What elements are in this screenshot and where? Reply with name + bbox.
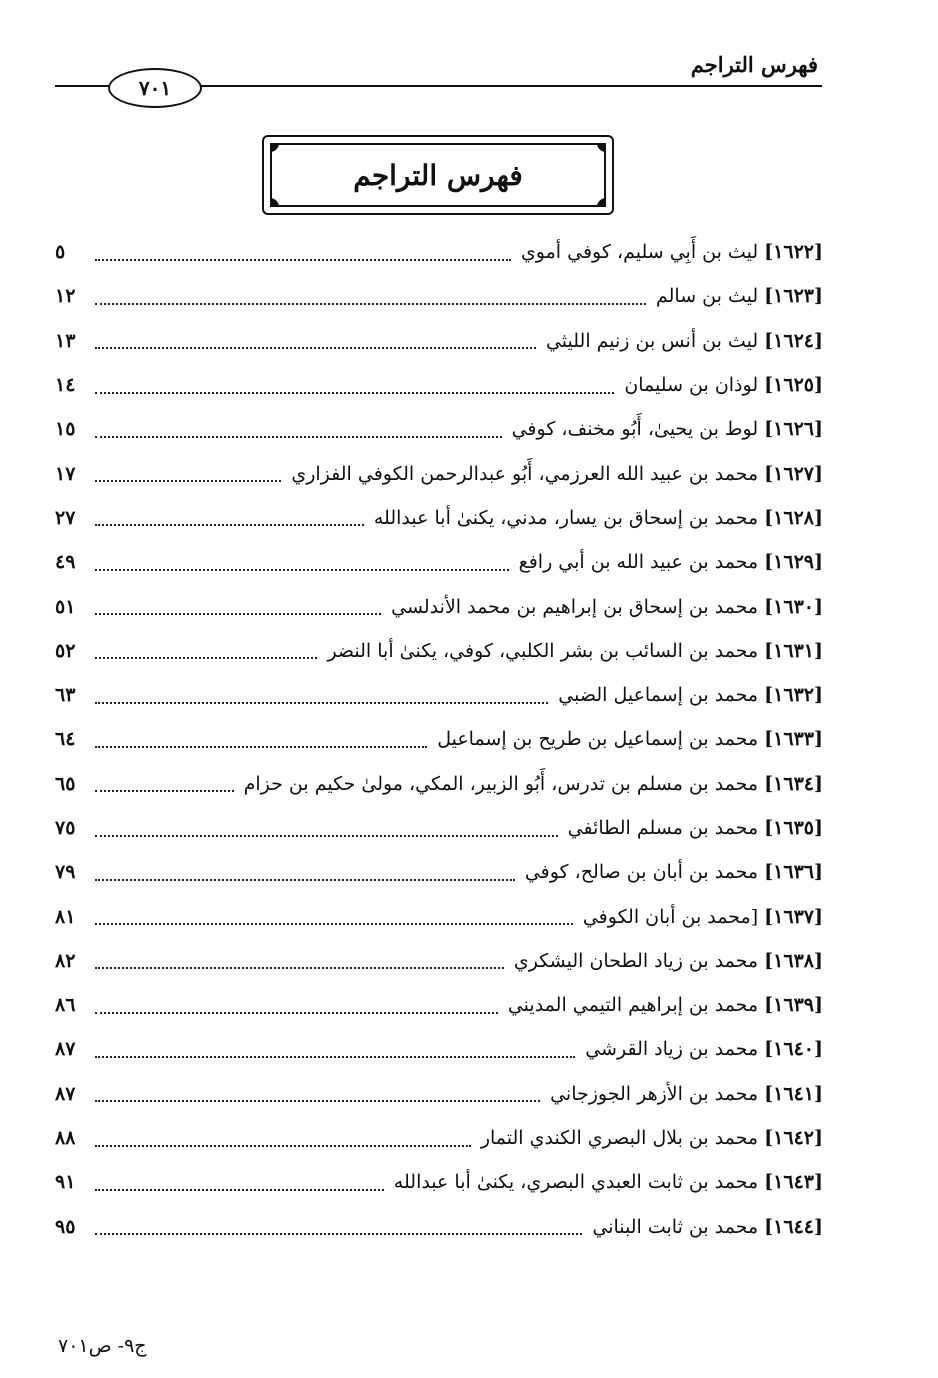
entry-name: محمد بن إبراهيم التيمي المديني xyxy=(507,994,759,1017)
entry-page-number: ٥١ xyxy=(55,595,76,618)
entry-name: محمد بن عبيد الله العرزمي، أَبُو عبدالرحمن الكوفي الفزاري xyxy=(291,462,759,485)
entry-text xyxy=(508,994,823,1016)
entry-page-number: ٩٥ xyxy=(55,1215,76,1238)
dot-leader xyxy=(95,391,614,394)
entry-text xyxy=(546,330,823,352)
dot-leader xyxy=(95,1011,498,1014)
entry-number: [١٦٢٤] xyxy=(764,329,823,352)
entry-name: محمد بن إسحاق بن يسار، مدني، يكنىٰ أبا عبدالله xyxy=(373,506,759,529)
entry-page-number: ٨٧ xyxy=(55,1082,76,1105)
entry-page-number: ٢٧ xyxy=(55,506,76,529)
entry-number: [١٦٢٧] xyxy=(764,462,823,485)
entry-name: محمد بن إسماعيل الضبي xyxy=(558,684,759,707)
dot-leader xyxy=(95,1188,384,1191)
index-entry xyxy=(55,717,823,761)
entry-page-number: ١٧ xyxy=(55,462,76,485)
entry-page-number: ١٢ xyxy=(55,285,76,308)
entry-name: محمد بن زياد الطحان اليشكري xyxy=(513,949,759,972)
entry-text xyxy=(550,1083,823,1105)
dot-leader xyxy=(95,1144,471,1147)
corner-ornament xyxy=(597,143,606,152)
entry-number: [١٦٣٤] xyxy=(764,772,823,795)
entry-name: محمد بن إسماعيل بن طريح بن إسماعيل xyxy=(437,728,759,751)
entry-page-number: ٤٩ xyxy=(55,551,76,574)
entry-text xyxy=(521,241,823,263)
index-entry xyxy=(55,983,823,1027)
index-entry xyxy=(55,629,823,673)
index-entry xyxy=(55,407,823,451)
dot-leader xyxy=(95,1055,575,1058)
entry-page-number: ٧٩ xyxy=(55,861,76,884)
corner-ornament xyxy=(597,198,606,207)
dot-leader xyxy=(95,1099,540,1102)
index-entry xyxy=(55,894,823,938)
corner-ornament xyxy=(270,198,279,207)
entry-text xyxy=(519,551,823,573)
entry-text xyxy=(244,773,823,795)
entry-number: [١٦٣٨] xyxy=(764,949,823,972)
entry-name: ليث بن أنس بن زنيم الليثي xyxy=(545,329,759,352)
entry-page-number: ٦٥ xyxy=(55,772,76,795)
entry-page-number: ٦٤ xyxy=(55,728,76,751)
entry-number: [١٦٢٩] xyxy=(764,551,823,574)
index-entry xyxy=(55,1116,823,1160)
entry-name: محمد بن ثابت العبدي البصري، يكنىٰ أبا عبدالله xyxy=(393,1171,759,1194)
entry-number: [١٦٤٢] xyxy=(764,1127,823,1150)
entry-name: محمد بن الأزهر الجوزجاني xyxy=(550,1082,759,1105)
entry-page-number: ٨٦ xyxy=(55,994,76,1017)
dot-leader xyxy=(95,656,317,659)
entry-name: [محمد بن أبان الكوفي xyxy=(582,905,759,928)
entry-page-number: ٩١ xyxy=(55,1171,76,1194)
dot-leader xyxy=(95,701,548,704)
entry-text xyxy=(656,285,823,307)
index-entry xyxy=(55,1072,823,1116)
entry-page-number: ٦٣ xyxy=(55,684,76,707)
entry-number: [١٦٣٣] xyxy=(764,728,823,751)
entry-page-number: ٨١ xyxy=(55,905,76,928)
index-entry xyxy=(55,319,823,363)
index-entry xyxy=(55,806,823,850)
index-entry xyxy=(55,274,823,318)
entry-number: [١٦٢٥] xyxy=(764,374,823,397)
entry-text xyxy=(592,1216,823,1238)
dot-leader xyxy=(95,302,646,305)
page-number: ٧٠١ xyxy=(108,68,202,108)
dot-leader xyxy=(95,568,509,571)
entry-text xyxy=(583,906,823,928)
entry-name: محمد بن إسحاق بن إبراهيم بن محمد الأندلسي xyxy=(391,595,759,618)
entry-name: محمد بن عبيد الله بن أبي رافع xyxy=(518,551,759,574)
entry-page-number: ١٥ xyxy=(55,418,76,441)
dot-leader xyxy=(95,789,234,792)
index-entry xyxy=(55,230,823,274)
entry-page-number: ١٣ xyxy=(55,329,76,352)
entry-text xyxy=(391,596,823,618)
entry-name: محمد بن ثابت البناني xyxy=(592,1215,759,1238)
entry-text xyxy=(374,507,823,529)
entry-text xyxy=(394,1171,823,1193)
page-title: فهرس التراجم xyxy=(353,158,523,192)
index-entry xyxy=(55,584,823,628)
index-entry xyxy=(55,363,823,407)
dot-leader xyxy=(95,435,502,438)
dot-leader xyxy=(95,745,427,748)
entry-name: محمد بن مسلم بن تدرس، أَبُو الزبير، المكي، مولىٰ حكيم بن حزام xyxy=(243,772,759,795)
entry-name: محمد بن السائب بن بشر الكلبي، كوفي، يكنىٰ أبا النضر xyxy=(327,639,759,662)
index-entry xyxy=(55,496,823,540)
entry-number: [١٦٤٠] xyxy=(764,1038,823,1061)
dot-leader xyxy=(95,922,573,925)
entry-text xyxy=(525,861,823,883)
entry-text xyxy=(514,950,823,972)
entry-number: [١٦٢٢] xyxy=(764,241,823,264)
entry-number: [١٦٣٩] xyxy=(764,994,823,1017)
entry-name: ليث بن سالم xyxy=(655,285,759,308)
index-entry xyxy=(55,762,823,806)
index-entry xyxy=(55,850,823,894)
entry-page-number: ٧٥ xyxy=(55,817,76,839)
dot-leader xyxy=(95,834,558,837)
index-entries xyxy=(55,230,823,1249)
index-entry xyxy=(55,1205,823,1249)
entry-name: ليث بن أَبِي سليم، كوفي أموي xyxy=(520,241,759,264)
entry-number: [١٦٣٧] xyxy=(764,905,823,928)
dot-leader xyxy=(95,966,504,969)
entry-text xyxy=(291,463,823,485)
dot-leader xyxy=(95,878,515,881)
corner-ornament xyxy=(270,143,279,152)
entry-number: [١٦٣٥] xyxy=(764,817,823,839)
title-frame xyxy=(262,135,614,215)
entry-number: [١٦٢٨] xyxy=(764,506,823,529)
entry-page-number: ١٤ xyxy=(55,374,76,397)
entry-number: [١٦٤٤] xyxy=(764,1215,823,1238)
title-inner-frame xyxy=(270,143,606,207)
entry-page-number: ٥٢ xyxy=(55,639,76,662)
dot-leader xyxy=(95,523,364,526)
entry-page-number: ٨٨ xyxy=(55,1127,76,1150)
entry-page-number: ٨٢ xyxy=(55,949,76,972)
dot-leader xyxy=(95,612,381,615)
entry-name: محمد بن زياد القرشي xyxy=(585,1038,759,1061)
entry-text xyxy=(481,1127,823,1149)
dot-leader xyxy=(95,346,536,349)
entry-name: محمد بن أبان بن صالح، كوفي xyxy=(524,861,759,884)
entry-name: لوط بن يحيىٰ، أَبُو مخنف، كوفي xyxy=(511,418,759,441)
entry-name: محمد بن مسلم الطائفي xyxy=(567,817,759,839)
index-entry xyxy=(55,939,823,983)
entry-number: [١٦٣١] xyxy=(764,639,823,662)
entry-number: [١٦٤٣] xyxy=(764,1171,823,1194)
entry-text xyxy=(585,1038,823,1060)
entry-page-number: ٨٧ xyxy=(55,1038,76,1061)
index-entry xyxy=(55,540,823,584)
entry-number: [١٦٢٣] xyxy=(764,285,823,308)
index-entry xyxy=(55,673,823,717)
entry-number: [١٦٣٢] xyxy=(764,684,823,707)
dot-leader xyxy=(95,1232,582,1235)
entry-name: لوذان بن سليمان xyxy=(624,374,759,397)
dot-leader xyxy=(95,258,511,261)
index-entry xyxy=(55,451,823,495)
dot-leader xyxy=(95,479,281,482)
entry-text xyxy=(624,374,823,396)
entry-text xyxy=(327,640,823,662)
entry-text xyxy=(512,418,823,440)
footer-reference: ج٩- ص٧٠١ xyxy=(58,1335,147,1357)
entry-text xyxy=(568,817,823,839)
entry-number: [١٦٤١] xyxy=(764,1082,823,1105)
running-header-title: فهرس التراجم xyxy=(690,52,818,77)
entry-text xyxy=(437,728,823,750)
index-entry xyxy=(55,1027,823,1071)
index-entry xyxy=(55,1160,823,1204)
entry-text xyxy=(558,684,823,706)
entry-name: محمد بن بلال البصري الكندي التمار xyxy=(480,1127,759,1150)
entry-number: [١٦٢٦] xyxy=(764,418,823,441)
entry-number: [١٦٣٦] xyxy=(764,861,823,884)
entry-number: [١٦٣٠] xyxy=(764,595,823,618)
entry-page-number: ٥ xyxy=(55,241,66,264)
